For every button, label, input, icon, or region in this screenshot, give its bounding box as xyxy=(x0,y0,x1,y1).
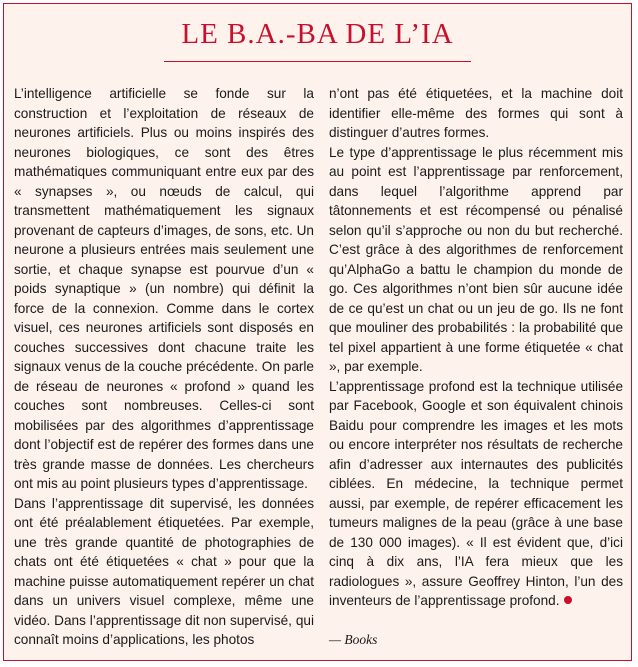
title-rule xyxy=(164,61,471,62)
end-mark-icon xyxy=(564,596,572,604)
paragraph-text: L’apprentissage profond est la technique utilisée par Facebook, Google et son équivalent chinois Baidu pour comprendre les images et les mots ou encore interpréter nos résultats de recherche afin d’adresser aux internautes des publicités ciblées. En médecine, la technique permet aussi, par exemple, de repérer efficacement les tumeurs malignes de la peau (grâce à une base de 130 000 images). « Il est évident que, d’ici cinq à dix ans, l’IA fera mieux que les radiologues », assure Geoffrey Hinton, l’un des inventeurs de l’apprentissage profond. xyxy=(329,378,623,608)
sidebar-box xyxy=(3,3,632,661)
paragraph: L’intelligence artificielle se fonde sur la construction et l’exploitation de réseaux de neurones artificiels. Plus ou moins inspirés des neurones biologiques, ce sont des êtres mathématiques communiquant entre eux par des « synapses », ou nœuds de calcul, qui transmettent mathématiquement les signaux provenant de capteurs d’images, de sons, etc. Un neurone a plusieurs entrées mais seulement une sortie, et chaque synapse est pourvue d’un « poids synaptique » (un nombre) qui définit la force de la connexion. Comme dans le cortex visuel, ces neurones artificiels sont disposés en couches successives dont chacune traite les signaux venus de la couche précédente. On parle de réseau de neurones « profond » quand les couches sont nombreuses. Celles-ci sont mobilisées par des algorithmes d’apprentissage dont l’objectif est de repérer des formes dans une très grande masse de données. Les chercheurs ont mis au point plusieurs types d’apprentissage. xyxy=(14,86,314,491)
paragraph: Le type d’apprentissage le plus récemment mis au point est l’apprentissage par renforcement, dans lequel l’algorithme apprend par tâtonnements et est récompensé ou pénalisé selon qu’il s’approche ou non du but recherché. C’est grâce à des algorithmes de renforcement qu’AlphaGo a battu le champion du monde de go. Ces algorithmes n’ont bien sûr aucune idée de ce qu’est un chat ou un jeu de go. Ils ne font que mouliner des probabilités : la probabilité que tel pixel appartient à une forme étiquetée « chat », par exemple. xyxy=(329,144,623,374)
right-column xyxy=(329,84,623,611)
left-column xyxy=(14,84,314,650)
paragraph: n’ont pas été étiquetées, et la machine doit identifier elle-même des formes qui sont à distinguer d’autres formes. xyxy=(329,86,623,140)
box-title: LE B.A.-BA DE L’IA xyxy=(181,18,454,50)
paragraph: Dans l’apprentissage dit supervisé, les données ont été préalablement étiquetées. Par exemple, une très grande quantité de photographies de chats ont été étiquetées « chat » pour que la machine puisse automatiquement repérer un chat dans un univers visuel complexe, même une vidéo. Dans l’apprentissage dit non supervisé, qui connaît moins d’applications, les photos xyxy=(14,495,314,647)
paragraph-last xyxy=(329,377,623,611)
source-credit: — Books xyxy=(329,632,378,647)
